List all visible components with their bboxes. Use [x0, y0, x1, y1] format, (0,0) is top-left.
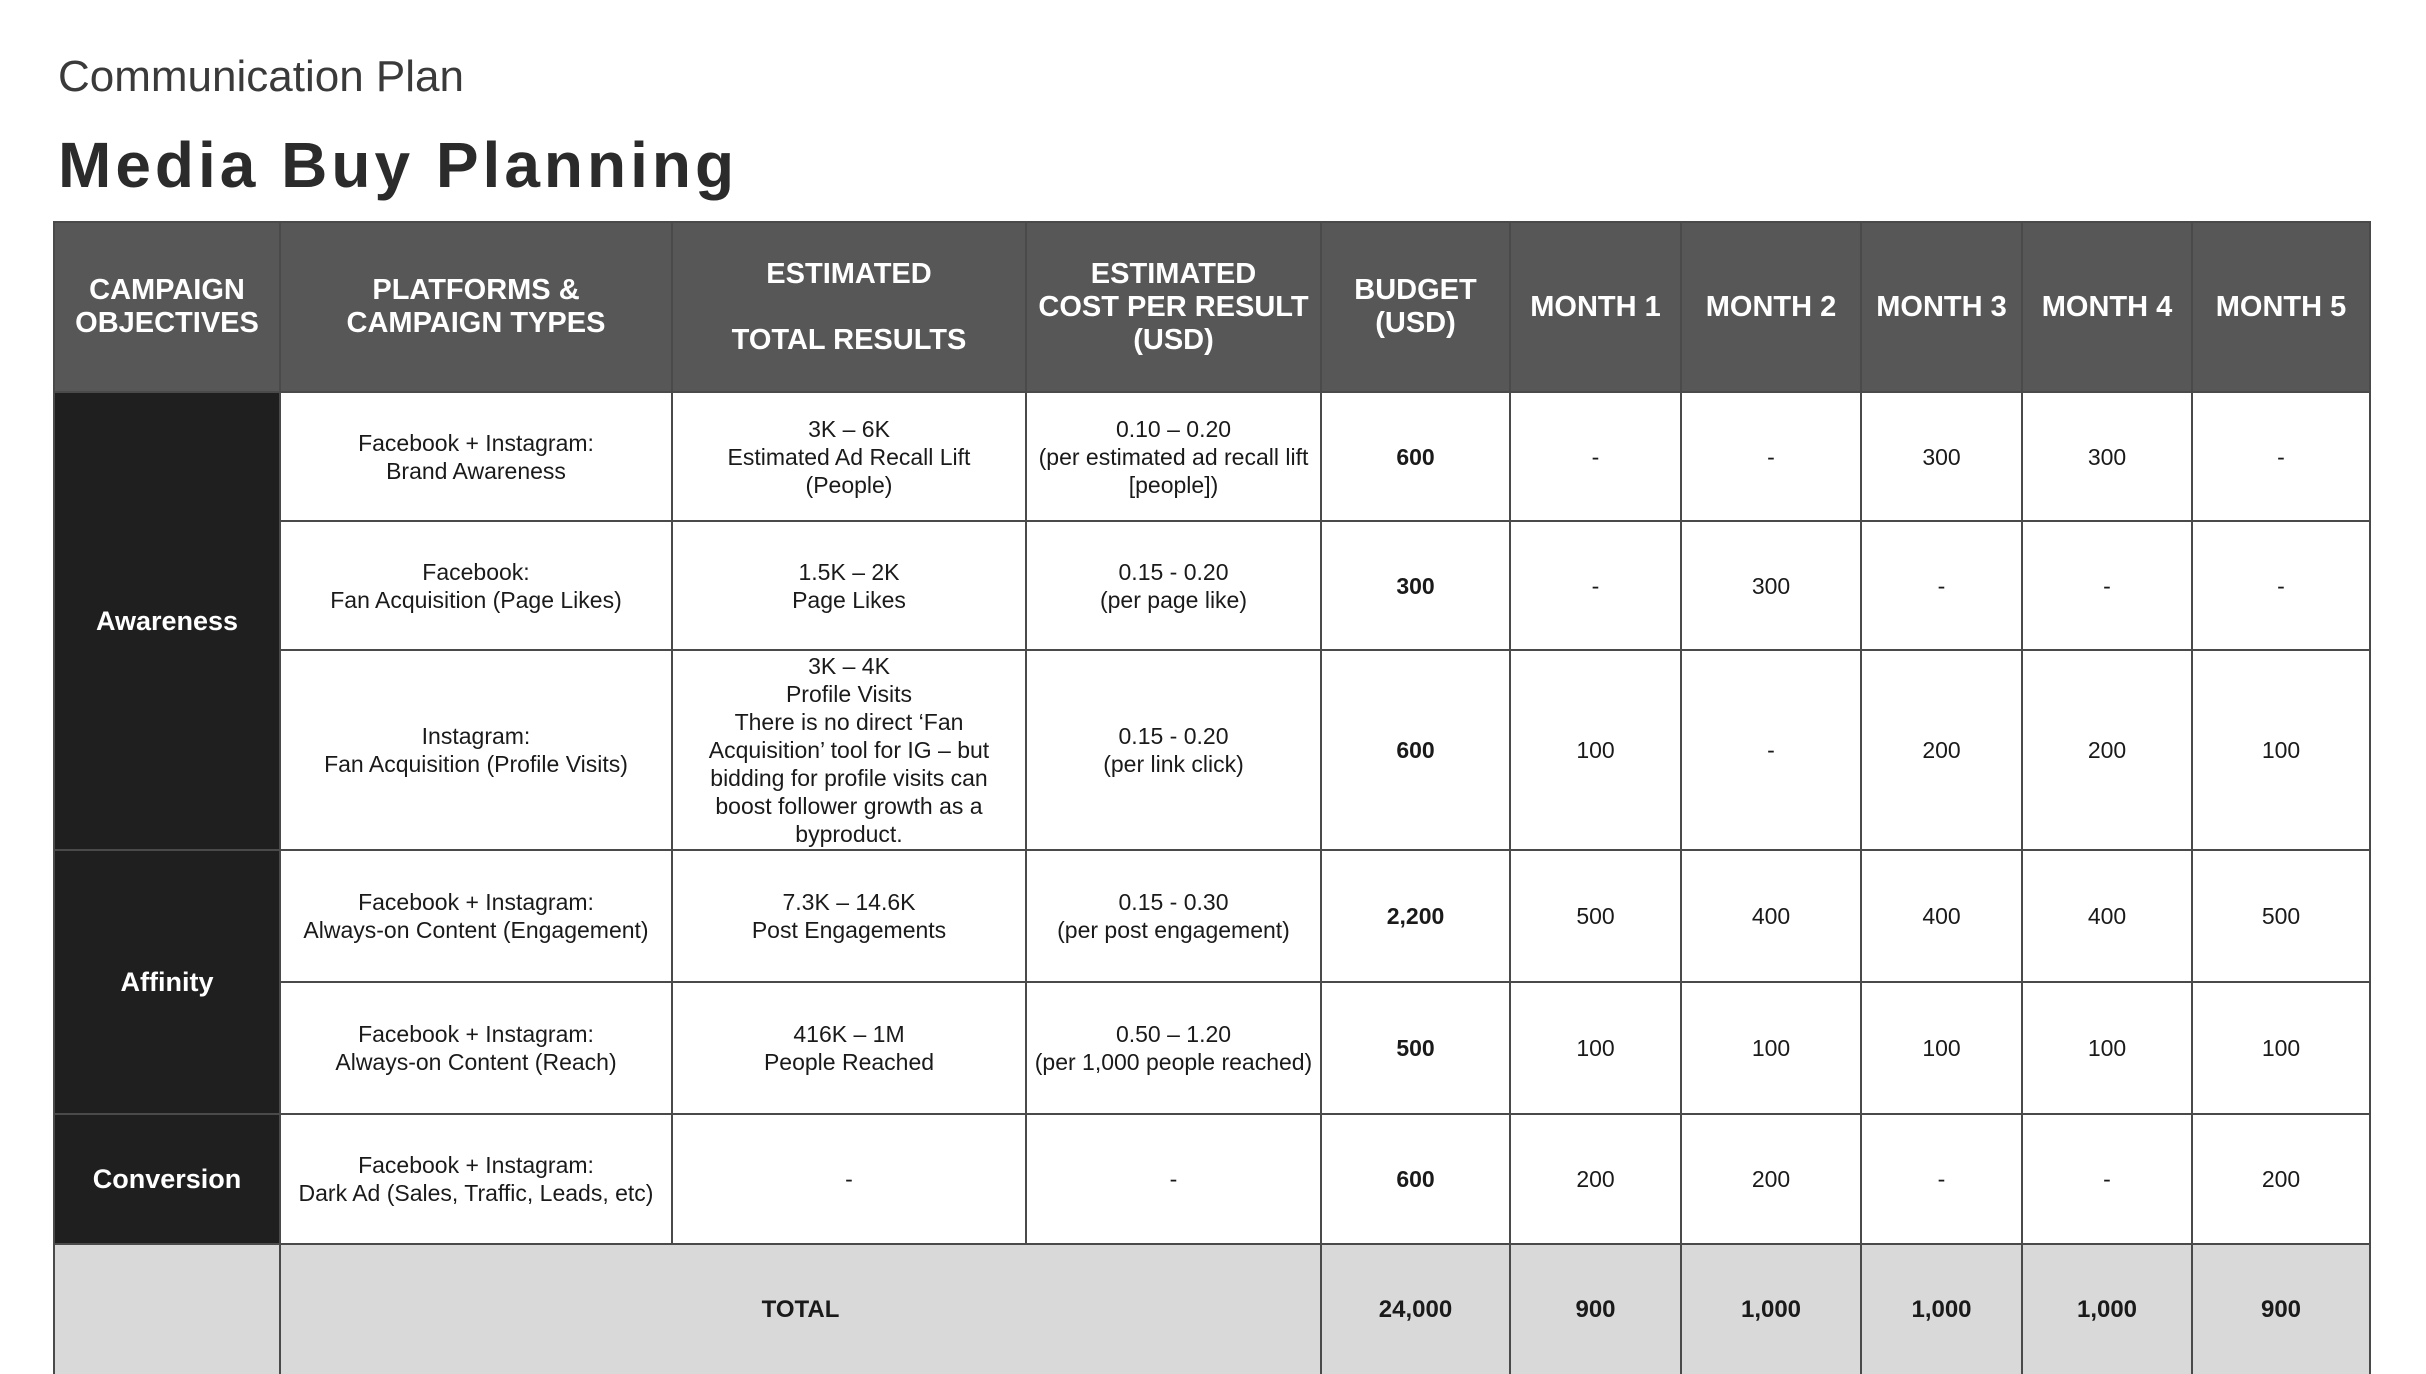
month-cell: 100	[1861, 982, 2022, 1114]
month-cell: 400	[1861, 850, 2022, 982]
results-cell: -	[672, 1114, 1026, 1244]
header-month-2: MONTH 2	[1681, 222, 1861, 392]
month-cell: 100	[2022, 982, 2192, 1114]
platform-cell: Instagram: Fan Acquisition (Profile Visits)	[280, 650, 672, 850]
total-empty-cell	[54, 1244, 280, 1374]
month-cell: -	[1861, 521, 2022, 650]
header-platforms: PLATFORMS & CAMPAIGN TYPES	[280, 222, 672, 392]
platform-cell: Facebook: Fan Acquisition (Page Likes)	[280, 521, 672, 650]
month-cell: 100	[1510, 982, 1681, 1114]
month-cell: -	[2022, 1114, 2192, 1244]
media-buy-table	[53, 221, 2371, 1374]
month-cell: 200	[1681, 1114, 1861, 1244]
month-cell: -	[2192, 521, 2370, 650]
cost-cell: 0.10 – 0.20 (per estimated ad recall lift [people])	[1026, 392, 1321, 521]
header-month-5: MONTH 5	[2192, 222, 2370, 392]
month-cell: 400	[2022, 850, 2192, 982]
page-subtitle: Communication Plan	[58, 52, 464, 101]
results-cell: 3K – 6K Estimated Ad Recall Lift (People)	[672, 392, 1026, 521]
header-budget: BUDGET (USD)	[1321, 222, 1510, 392]
month-cell: 300	[1861, 392, 2022, 521]
month-cell: 100	[2192, 982, 2370, 1114]
total-budget: 24,000	[1321, 1244, 1510, 1374]
header-month-1: MONTH 1	[1510, 222, 1681, 392]
objective-awareness: Awareness	[54, 392, 280, 850]
month-cell: -	[1681, 650, 1861, 850]
month-cell: -	[1861, 1114, 2022, 1244]
total-month-cell: 900	[2192, 1244, 2370, 1374]
month-cell: 100	[2192, 650, 2370, 850]
results-cell: 1.5K – 2K Page Likes	[672, 521, 1026, 650]
cost-cell: 0.15 - 0.30 (per post engagement)	[1026, 850, 1321, 982]
month-cell: 100	[1681, 982, 1861, 1114]
results-cell: 3K – 4K Profile Visits There is no direct ‘Fan Acquisition’ tool for IG – but bidding for profile visits can boost follower growth as a byproduct.	[672, 650, 1026, 850]
header-month-4: MONTH 4	[2022, 222, 2192, 392]
total-label: TOTAL	[280, 1244, 1321, 1374]
month-cell: -	[1510, 392, 1681, 521]
platform-cell: Facebook + Instagram: Brand Awareness	[280, 392, 672, 521]
month-cell: 400	[1681, 850, 1861, 982]
header-month-3: MONTH 3	[1861, 222, 2022, 392]
header-estimated-results: ESTIMATED TOTAL RESULTS	[672, 222, 1026, 392]
table-row	[54, 850, 2370, 982]
cost-cell: 0.15 - 0.20 (per link click)	[1026, 650, 1321, 850]
month-cell: -	[2022, 521, 2192, 650]
table-row	[54, 1114, 2370, 1244]
results-cell: 7.3K – 14.6K Post Engagements	[672, 850, 1026, 982]
month-cell: 100	[1510, 650, 1681, 850]
objective-conversion: Conversion	[54, 1114, 280, 1244]
page-title: Media Buy Planning	[58, 129, 739, 201]
table-header-row	[54, 222, 2370, 392]
total-row	[54, 1244, 2370, 1374]
month-cell: -	[1681, 392, 1861, 521]
header-estimated-cost: ESTIMATED COST PER RESULT (USD)	[1026, 222, 1321, 392]
table-row	[54, 521, 2370, 650]
cost-cell: 0.15 - 0.20 (per page like)	[1026, 521, 1321, 650]
month-cell: 200	[1510, 1114, 1681, 1244]
budget-cell: 500	[1321, 982, 1510, 1114]
table-row	[54, 392, 2370, 521]
month-cell: 500	[2192, 850, 2370, 982]
total-month-cell: 900	[1510, 1244, 1681, 1374]
budget-cell: 300	[1321, 521, 1510, 650]
platform-cell: Facebook + Instagram: Always-on Content (Engagement)	[280, 850, 672, 982]
month-cell: 300	[2022, 392, 2192, 521]
results-cell: 416K – 1M People Reached	[672, 982, 1026, 1114]
budget-cell: 600	[1321, 392, 1510, 521]
cost-cell: -	[1026, 1114, 1321, 1244]
objective-affinity: Affinity	[54, 850, 280, 1114]
month-cell: 200	[1861, 650, 2022, 850]
month-cell: -	[1510, 521, 1681, 650]
total-month-cell: 1,000	[1861, 1244, 2022, 1374]
platform-cell: Facebook + Instagram: Dark Ad (Sales, Traffic, Leads, etc)	[280, 1114, 672, 1244]
budget-cell: 600	[1321, 1114, 1510, 1244]
month-cell: -	[2192, 392, 2370, 521]
month-cell: 300	[1681, 521, 1861, 650]
month-cell: 200	[2192, 1114, 2370, 1244]
cost-cell: 0.50 – 1.20 (per 1,000 people reached)	[1026, 982, 1321, 1114]
budget-cell: 600	[1321, 650, 1510, 850]
platform-cell: Facebook + Instagram: Always-on Content (Reach)	[280, 982, 672, 1114]
table-row	[54, 982, 2370, 1114]
total-month-cell: 1,000	[2022, 1244, 2192, 1374]
month-cell: 200	[2022, 650, 2192, 850]
header-campaign-objectives: CAMPAIGN OBJECTIVES	[54, 222, 280, 392]
total-month-cell: 1,000	[1681, 1244, 1861, 1374]
table-row	[54, 650, 2370, 850]
budget-cell: 2,200	[1321, 850, 1510, 982]
month-cell: 500	[1510, 850, 1681, 982]
